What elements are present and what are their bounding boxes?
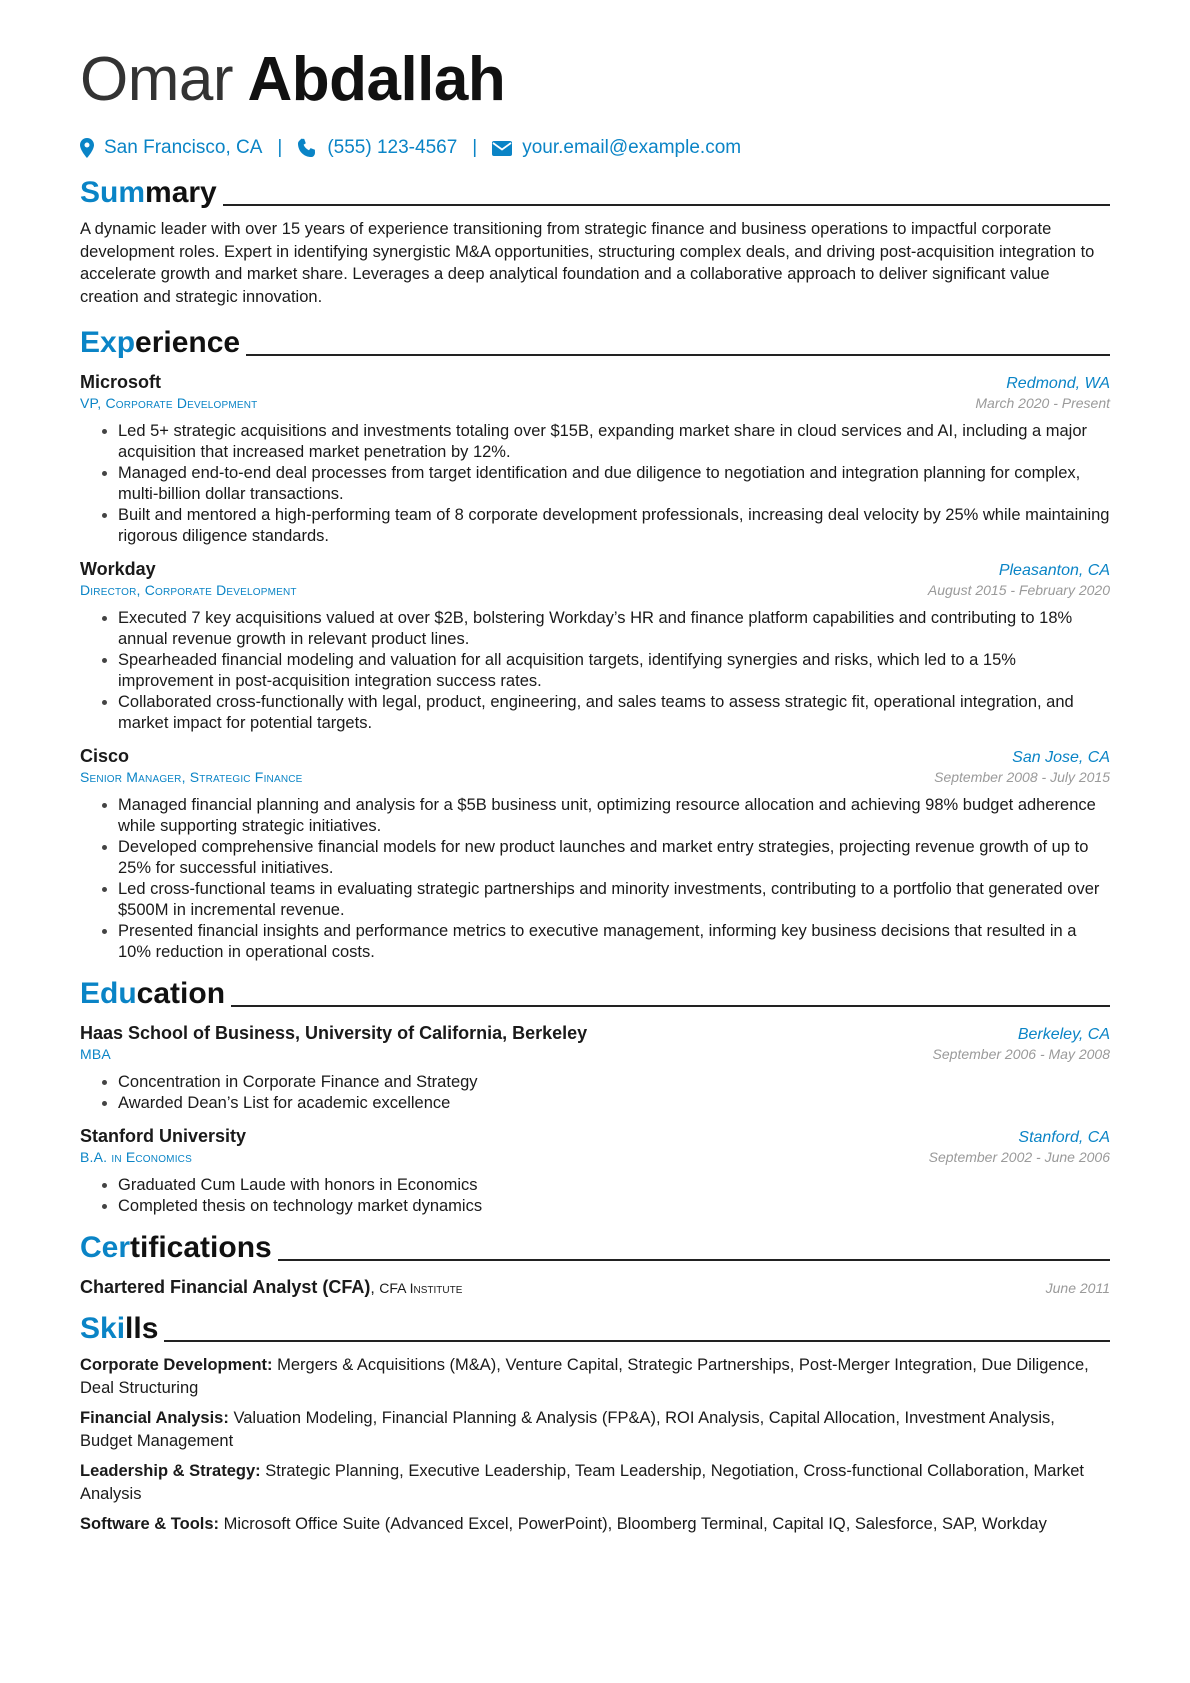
experience-entry-cisco bbox=[80, 746, 1110, 963]
list-item: • Graduated Cum Laude with honors in Economics bbox=[118, 1175, 1110, 1196]
education-details-list bbox=[80, 1072, 1110, 1114]
section-rule bbox=[223, 204, 1110, 206]
job-title: Senior Manager, Strategic Finance bbox=[80, 769, 303, 785]
list-item: • Built and mentored a high-performing team of 8 corporate development professionals, increasing deal velocity by 25% while maintaining rigorous diligence standards. bbox=[118, 505, 1110, 547]
candidate-name bbox=[80, 44, 1110, 116]
contact-phone[interactable] bbox=[297, 137, 457, 159]
experience-entry-microsoft bbox=[80, 372, 1110, 547]
skill-label: Corporate Development: bbox=[80, 1356, 273, 1374]
school-location: Berkeley, CA bbox=[1017, 1026, 1110, 1043]
section-title: Experience bbox=[80, 326, 241, 359]
certification-separator: , bbox=[370, 1280, 380, 1297]
skill-row bbox=[80, 1354, 1110, 1399]
skill-value: Mergers & Acquisitions (M&A), Venture Capital, Strategic Partnerships, Post-Merger Integration, Due Diligence, Deal Structuring bbox=[80, 1356, 1089, 1397]
email-text: your.email@example.com bbox=[522, 137, 742, 158]
skill-label: Financial Analysis: bbox=[80, 1409, 229, 1427]
list-item: • Led cross-functional teams in evaluating strategic partnerships and minority investments, contributing to a portfolio that generated over $500M in incremental revenue. bbox=[118, 879, 1110, 921]
company-name: Workday bbox=[80, 559, 156, 579]
experience-heading bbox=[80, 322, 1110, 360]
section-title: Summary bbox=[80, 176, 217, 209]
certifications-heading bbox=[80, 1227, 1110, 1265]
education-details-list bbox=[80, 1175, 1110, 1217]
phone-icon bbox=[297, 138, 317, 158]
job-title: VP, Corporate Development bbox=[80, 395, 258, 411]
skill-row bbox=[80, 1513, 1110, 1536]
achievement-list bbox=[80, 421, 1110, 547]
job-location: Pleasanton, CA bbox=[998, 562, 1110, 579]
education-entry-berkeley bbox=[80, 1023, 1110, 1114]
location-pin-icon bbox=[80, 138, 94, 158]
list-item: • Developed comprehensive financial models for new product launches and market entry strategies, projecting revenue growth of up to 25% for successful initiatives. bbox=[118, 837, 1110, 879]
location-text: San Francisco, CA bbox=[104, 137, 263, 158]
skills-heading bbox=[80, 1308, 1110, 1346]
experience-entry-workday bbox=[80, 559, 1110, 734]
section-title: Education bbox=[80, 977, 226, 1010]
job-dates: March 2020 - Present bbox=[975, 395, 1110, 411]
summary-text: A dynamic leader with over 15 years of experience transitioning from strategic finance and business operations to impactful corporate development roles. Expert in identifying synergistic M&A opportunities, structuring complex deals, and driving post-acquisition integration to accelerate growth and market share. Leverages a deep analytical foundation and a collaborative approach to deliver significant value creation and strategic innovation. bbox=[80, 220, 1095, 306]
list-item: • Managed financial planning and analysis for a $5B business unit, optimizing resource allocation and achieving 98% budget adherence while supporting strategic initiatives. bbox=[118, 795, 1110, 837]
job-location: Redmond, WA bbox=[1006, 375, 1110, 392]
skill-row bbox=[80, 1407, 1110, 1452]
list-item: • Executed 7 key acquisitions valued at over $2B, bolstering Workday’s HR and finance platform capabilities and contributing to 18% annual revenue growth in relevant product lines. bbox=[118, 608, 1110, 650]
section-title: Skills bbox=[80, 1312, 159, 1345]
section-rule bbox=[231, 1005, 1110, 1007]
last-name: Abdallah bbox=[247, 45, 506, 114]
education-dates: September 2006 - May 2008 bbox=[932, 1046, 1110, 1062]
school-name: Haas School of Business, University of California, Berkeley bbox=[80, 1023, 588, 1043]
list-item: • Managed end-to-end deal processes from target identification and due diligence to negotiation and integration planning for complex, multi-billion dollar transactions. bbox=[118, 463, 1110, 505]
contact-location bbox=[80, 137, 262, 159]
section-rule bbox=[246, 354, 1110, 356]
job-dates: August 2015 - February 2020 bbox=[927, 582, 1110, 598]
contact-separator: | bbox=[277, 137, 283, 158]
section-rule bbox=[278, 1259, 1110, 1261]
degree: B.A. in Economics bbox=[80, 1149, 192, 1165]
job-dates: September 2008 - July 2015 bbox=[934, 769, 1110, 785]
school-location: Stanford, CA bbox=[1018, 1129, 1110, 1146]
job-location: San Jose, CA bbox=[1012, 749, 1110, 766]
contact-separator: | bbox=[472, 137, 478, 158]
school-name: Stanford University bbox=[80, 1126, 247, 1146]
list-item: • Completed thesis on technology market dynamics bbox=[118, 1196, 1110, 1217]
summary-heading bbox=[80, 172, 1110, 210]
certification-line bbox=[80, 1277, 462, 1298]
first-name: Omar bbox=[80, 45, 233, 114]
contact-email[interactable] bbox=[492, 137, 741, 159]
company-name: Cisco bbox=[80, 746, 130, 766]
list-item: • Awarded Dean’s List for academic excellence bbox=[118, 1093, 1110, 1114]
skill-label: Software & Tools: bbox=[80, 1515, 220, 1533]
certification-name: Chartered Financial Analyst (CFA) bbox=[80, 1277, 371, 1297]
list-item: • Led 5+ strategic acquisitions and investments totaling over $15B, expanding market share in cloud services and AI, including a major acquisition that increased market penetration by 12%. bbox=[118, 421, 1110, 463]
certification-date: June 2011 bbox=[1045, 1280, 1110, 1296]
phone-text: (555) 123-4567 bbox=[327, 137, 458, 158]
degree: MBA bbox=[80, 1046, 111, 1062]
section-rule bbox=[164, 1340, 1110, 1342]
skill-label: Leadership & Strategy: bbox=[80, 1462, 261, 1480]
achievement-list bbox=[80, 608, 1110, 734]
list-item: • Concentration in Corporate Finance and Strategy bbox=[118, 1072, 1110, 1093]
skill-value: Microsoft Office Suite (Advanced Excel, PowerPoint), Bloomberg Terminal, Capital IQ, Salesforce, SAP, Workday bbox=[223, 1515, 1047, 1533]
skill-value: Valuation Modeling, Financial Planning & Analysis (FP&A), ROI Analysis, Capital Allocation, Investment Analysis, Budget Management bbox=[80, 1409, 1055, 1450]
achievement-list bbox=[80, 795, 1110, 963]
section-title: Certifications bbox=[80, 1231, 272, 1264]
education-dates: September 2002 - June 2006 bbox=[928, 1149, 1110, 1165]
envelope-icon bbox=[492, 141, 512, 156]
list-item: • Presented financial insights and performance metrics to executive management, informing key business decisions that resulted in a 10% reduction in operational costs. bbox=[118, 921, 1110, 963]
education-entry-stanford bbox=[80, 1126, 1110, 1217]
certification-issuer: CFA Institute bbox=[379, 1280, 463, 1296]
list-item: • Collaborated cross-functionally with legal, product, engineering, and sales teams to assess strategic fit, operational integration, and market impact for potential targets. bbox=[118, 692, 1110, 734]
education-heading bbox=[80, 973, 1110, 1011]
skill-value: Strategic Planning, Executive Leadership, Team Leadership, Negotiation, Cross-functional Collaboration, Market Analysis bbox=[80, 1462, 1084, 1503]
contact-bar bbox=[80, 134, 1110, 162]
job-title: Director, Corporate Development bbox=[80, 582, 297, 598]
company-name: Microsoft bbox=[80, 372, 161, 392]
certification-entry bbox=[80, 1277, 1110, 1298]
list-item: • Spearheaded financial modeling and valuation for all acquisition targets, identifying synergies and risks, which led to a 15% improvement in post-acquisition integration success rates. bbox=[118, 650, 1110, 692]
skill-row bbox=[80, 1460, 1110, 1505]
